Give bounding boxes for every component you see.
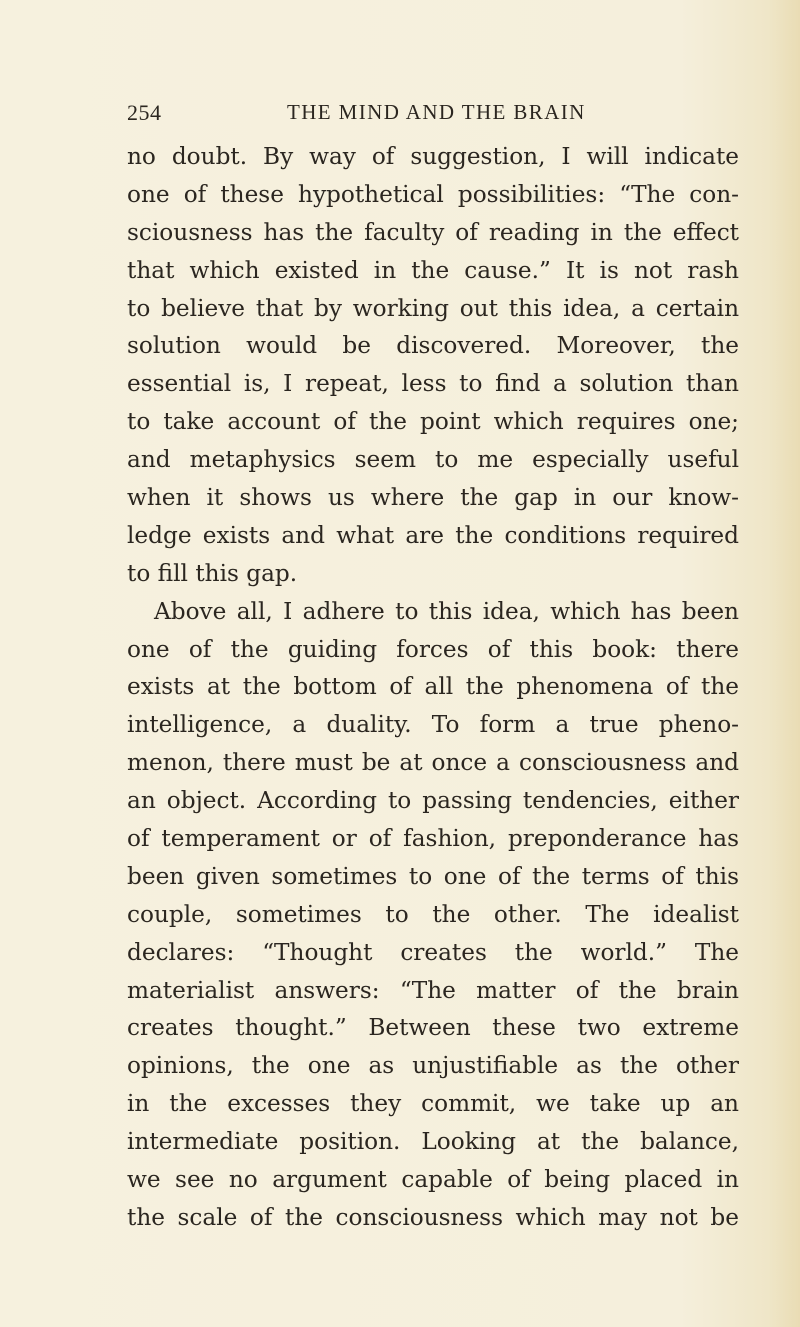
- body-text: [127, 138, 739, 1237]
- text-line: one of these hypothetical possibilities: “The con-: [127, 180, 739, 208]
- text-line: and metaphysics seem to me especially useful: [127, 446, 739, 474]
- text-line: materialist answers: “The matter of the brain: [127, 976, 739, 1004]
- text-line: intelligence, a duality. To form a true pheno-: [127, 711, 739, 739]
- text-line: the scale of the consciousness which may not be: [127, 1203, 739, 1231]
- text-line: when it shows us where the gap in our know-: [127, 484, 739, 512]
- text-line: in the excesses they commit, we take up an: [127, 1090, 739, 1118]
- text-line: opinions, the one as unjustifiable as the other: [127, 1052, 739, 1080]
- text-line: couple, sometimes to the other. The idealist: [127, 900, 739, 928]
- text-line: we see no argument capable of being placed in: [127, 1166, 739, 1194]
- text-line: of temperament or of fashion, preponderance has: [127, 825, 739, 853]
- text-line: sciousness has the faculty of reading in the effect: [127, 218, 739, 246]
- text-line: no doubt. By way of suggestion, I will indicate: [127, 143, 739, 170]
- text-line: creates thought.” Between these two extreme: [127, 1014, 739, 1042]
- text-line: to take account of the point which requires one;: [127, 408, 739, 436]
- page-header: [127, 100, 747, 130]
- text-line: an object. According to passing tendencies, either: [127, 787, 739, 815]
- text-line: one of the guiding forces of this book: there: [127, 635, 739, 663]
- text-line: to believe that by working out this idea, a certain: [127, 294, 739, 322]
- text-line: exists at the bottom of all the phenomena of the: [127, 673, 739, 701]
- text-line: ledge exists and what are the conditions required: [127, 521, 739, 549]
- running-title: THE MIND AND THE BRAIN: [287, 100, 586, 124]
- page-number: 254: [127, 100, 162, 125]
- paragraph-start-line: Above all, I adhere to this idea, which has been: [154, 597, 739, 625]
- text-line: intermediate position. Looking at the balance,: [127, 1128, 739, 1156]
- text-line: solution would be discovered. Moreover, the: [127, 332, 739, 360]
- text-line: declares: “Thought creates the world.” The: [127, 938, 739, 966]
- text-line: essential is, I repeat, less to find a solution than: [127, 370, 739, 398]
- text-line: been given sometimes to one of the terms of this: [127, 862, 739, 890]
- text-line: that which existed in the cause.” It is not rash: [127, 256, 739, 284]
- text-line: to fill this gap.: [127, 559, 298, 587]
- text-line: menon, there must be at once a consciousness and: [127, 749, 739, 777]
